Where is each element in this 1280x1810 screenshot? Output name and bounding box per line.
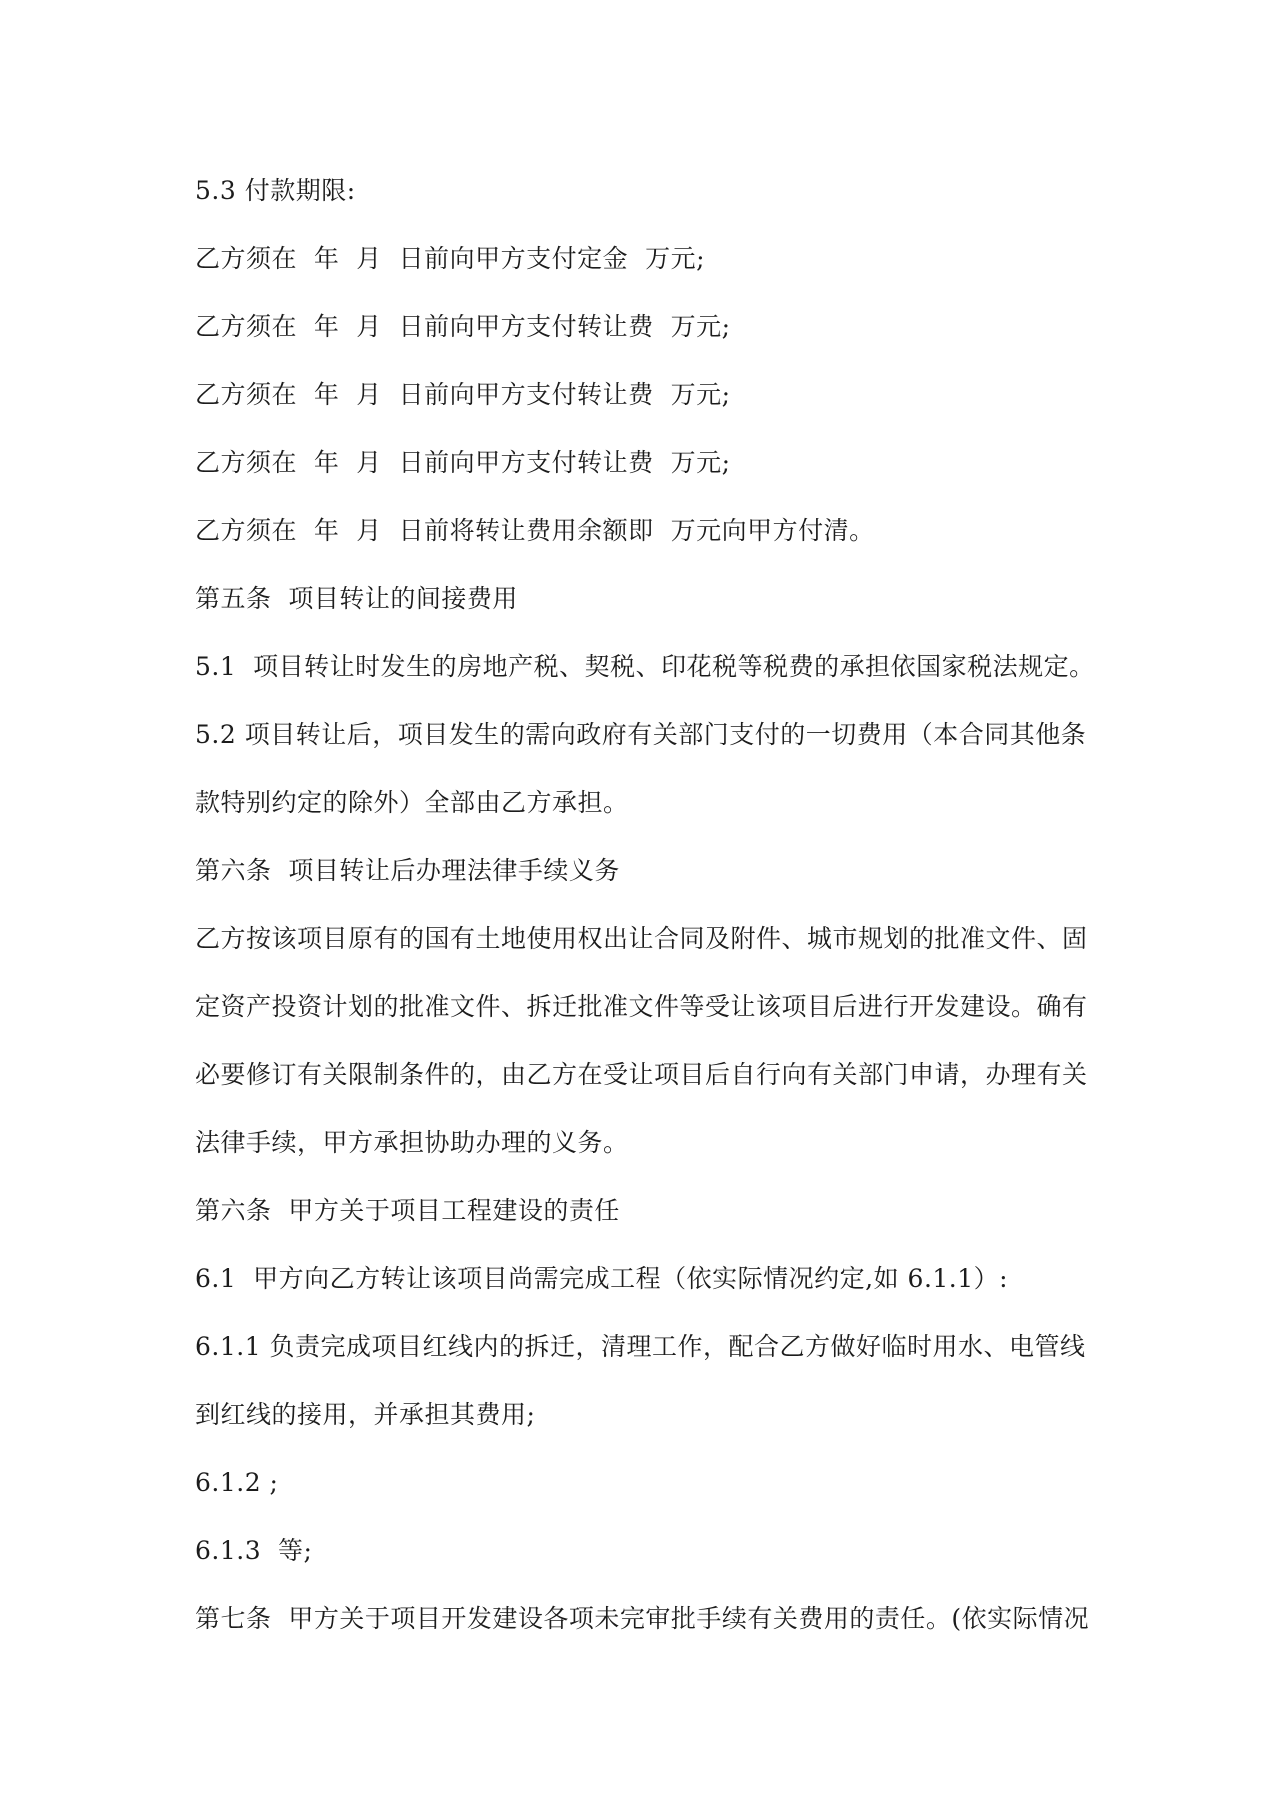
article-heading: 第六条 项目转让后办理法律手续义务 [195, 856, 620, 885]
article-heading: 第六条 甲方关于项目工程建设的责任 [195, 1196, 620, 1225]
paragraph-line: 款特别约定的除外）全部由乙方承担。 [195, 788, 629, 817]
paragraph-line: 6.1.1 负责完成项目红线内的拆迁，清理工作，配合乙方做好临时用水、电管线 [195, 1332, 1086, 1361]
paragraph-line: 法律手续，甲方承担协助办理的义务。 [195, 1128, 629, 1157]
paragraph-line: 5.2 项目转让后，项目发生的需向政府有关部门支付的一切费用（本合同其他条 [195, 720, 1087, 749]
paragraph-line: 6.1 甲方向乙方转让该项目尚需完成工程（依实际情况约定,如 6.1.1）: [195, 1264, 1009, 1293]
article-heading: 第七条 甲方关于项目开发建设各项未完审批手续有关费用的责任。(依实际情况 [195, 1604, 1090, 1633]
paragraph-line: 乙方须在 年 月 日前向甲方支付转让费 万元; [195, 448, 731, 477]
paragraph-line: 6.1.3 等; [195, 1536, 313, 1565]
section-heading: 5.3 付款期限: [195, 176, 356, 205]
paragraph-line: 乙方须在 年 月 日前向甲方支付定金 万元; [195, 244, 705, 273]
paragraph-line: 乙方按该项目原有的国有土地使用权出让合同及附件、城市规划的批准文件、固 [195, 924, 1088, 953]
paragraph-line: 5.1 项目转让时发生的房地产税、契税、印花税等税费的承担依国家税法规定。 [195, 652, 1095, 681]
paragraph-line: 定资产投资计划的批准文件、拆迁批准文件等受让该项目后进行开发建设。确有 [195, 992, 1088, 1021]
paragraph-line: 乙方须在 年 月 日前将转让费用余额即 万元向甲方付清。 [195, 516, 875, 545]
paragraph-line: 乙方须在 年 月 日前向甲方支付转让费 万元; [195, 312, 731, 341]
article-heading: 第五条 项目转让的间接费用 [195, 584, 518, 613]
paragraph-line: 必要修订有关限制条件的，由乙方在受让项目后自行向有关部门申请，办理有关 [195, 1060, 1088, 1089]
paragraph-line: 到红线的接用，并承担其费用; [195, 1400, 536, 1429]
paragraph-line: 乙方须在 年 月 日前向甲方支付转让费 万元; [195, 380, 731, 409]
paragraph-line: 6.1.2 ; [195, 1468, 279, 1497]
